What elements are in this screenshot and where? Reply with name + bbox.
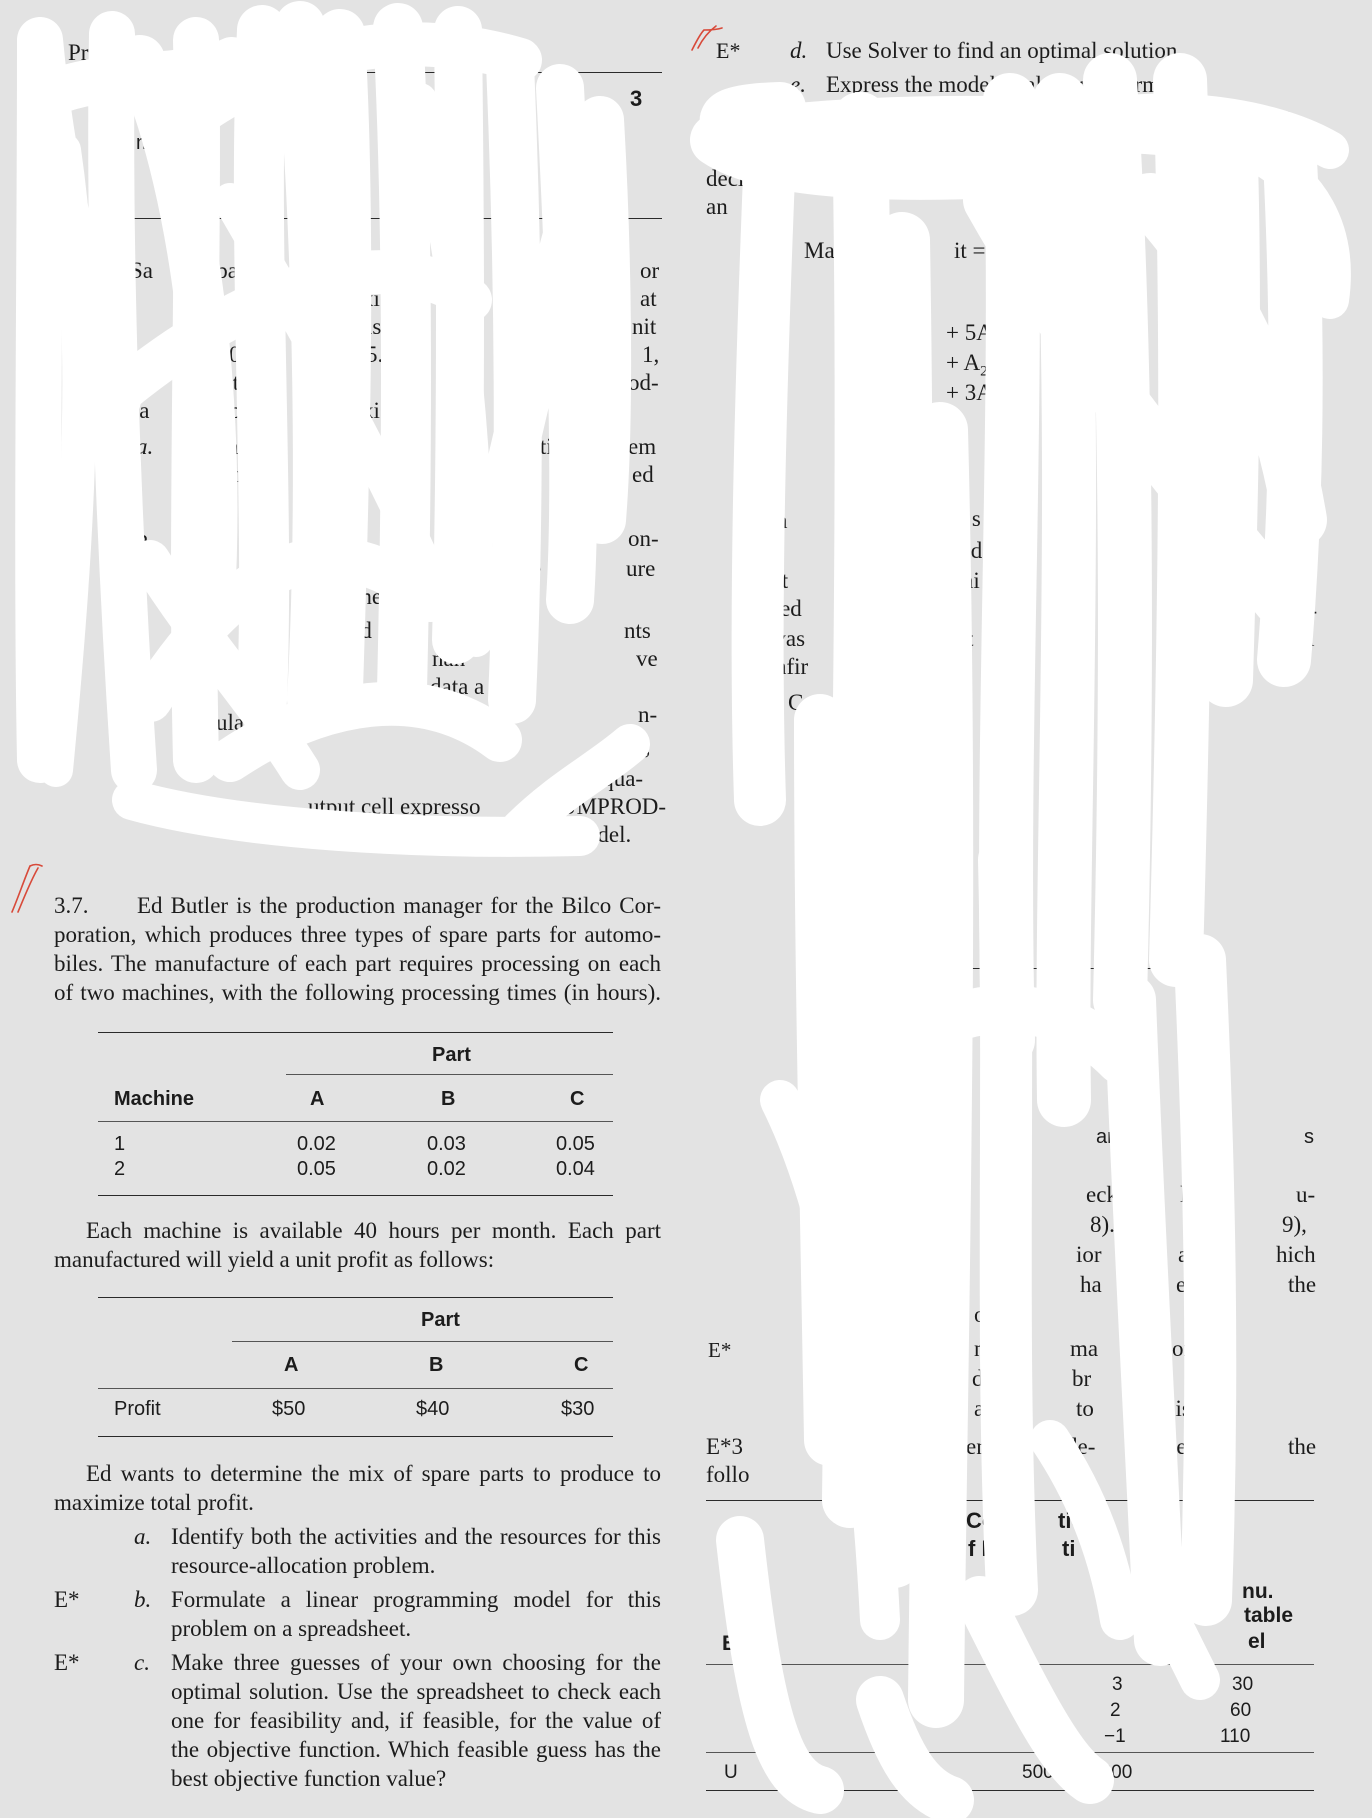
rfrag-vity: vity: [986, 828, 1024, 853]
rfrag-cor: Cor: [966, 1508, 1004, 1533]
rfrag-enet: enet: [966, 1434, 1005, 1459]
item-e-text: Express the model in algebraic form.: [826, 72, 1166, 97]
rfrag-300: $300: [1090, 1762, 1133, 1783]
rfrag-st: st: [958, 626, 974, 651]
rfrag-paren-1: ): [1296, 320, 1304, 345]
item-d-text: Use Solver to find an optimal solution.: [826, 38, 1184, 63]
frag-equa: equa-: [592, 766, 644, 791]
rfrag-el: el: [1248, 1630, 1266, 1653]
frag-vit: ivit: [502, 490, 533, 515]
question-c-line-3: one for feasibility and, if feasible, for the value of: [171, 1708, 661, 1733]
rfrag-iced: iced: [944, 538, 983, 563]
frag-col-b-1: ite: [362, 258, 385, 283]
frag-col-d-2: at: [640, 286, 657, 311]
rfrag-are: ue are: [880, 166, 936, 191]
frag-col-c-2: on: [512, 286, 535, 311]
frag-the: the: [354, 584, 383, 609]
goal-line-1: Ed wants to determine the mix of spare parts to produce to: [86, 1461, 661, 1486]
problem-number: 3.7.: [54, 893, 89, 918]
rfrag-del: del: [972, 1366, 1001, 1391]
times-col-a: A: [310, 1088, 325, 1110]
times-row-2-label: 2: [114, 1158, 126, 1180]
frag-col-d-1: or: [640, 258, 660, 283]
frag-output: utput cell expresso: [308, 794, 481, 819]
frag-ove: ove: [508, 556, 542, 581]
rfrag-lly: lly: [1110, 538, 1135, 563]
item-d-letter: d.: [790, 38, 808, 63]
rfrag-e-star: E*: [708, 1338, 732, 1362]
rfrag-b: B: [956, 598, 972, 623]
question-c-line-1: Make three guesses of your own choosing for the: [171, 1650, 661, 1675]
intro-line-4: of two machines, with the following processing times (in hours).: [54, 980, 661, 1005]
frag-col-a-4: $50.: [206, 342, 247, 367]
rfrag-ti: ti: [1062, 1536, 1076, 1561]
profit-value-a: $50: [272, 1398, 306, 1420]
rfrag-it-eq: it =: [954, 238, 986, 263]
rfrag-table: table: [1244, 1604, 1294, 1627]
frag-header-n: N: [70, 86, 86, 111]
question-a-line-1: Identify both the activities and the resources for this: [171, 1524, 661, 1549]
rfrag-u: U: [724, 1762, 738, 1783]
rfrag-seven: (7: [986, 1212, 1006, 1237]
frag-col-b-2: xi: [362, 286, 380, 311]
rfrag-his: his: [1164, 1396, 1191, 1421]
rfrag-the: the: [1288, 1272, 1317, 1297]
rfrag-eight-dot: 8).: [1090, 1212, 1115, 1237]
frag-col-a-1: epai: [206, 258, 245, 283]
question-c-line-4: the objective function. Which feasible guess has the: [171, 1737, 661, 1762]
frag-ecisi: ecisi: [344, 556, 387, 581]
question-a-letter: a.: [134, 1524, 152, 1549]
rfrag-ior: ior: [1076, 1242, 1102, 1267]
rfrag-te: te: [1298, 568, 1315, 593]
rfrag-max: Ma: [804, 238, 835, 263]
rfrag-paren-2: ): [1296, 382, 1304, 407]
frag-th: th: [372, 462, 390, 487]
rfrag-decisions: decisions to: [706, 166, 816, 191]
rfrag-hich: hich: [1276, 1242, 1316, 1267]
times-row-1-c: 0.05: [556, 1133, 595, 1155]
rfrag-u: u-: [1296, 1182, 1316, 1207]
frag-model: model.: [568, 822, 632, 847]
frag-col-d-3: nit: [632, 314, 657, 339]
question-b-letter: b.: [134, 1587, 152, 1612]
rfrag-of: of: [998, 802, 1019, 827]
rfrag-the-s: the s: [938, 506, 981, 531]
rfrag-io: io: [1066, 776, 1086, 801]
frag-mach: mach: [136, 132, 185, 154]
frag-nan: nan: [432, 646, 466, 671]
frag-data: data a: [430, 674, 485, 699]
rfrag-c2-sub: 2: [980, 363, 988, 380]
times-row-2-b: 0.02: [427, 1158, 466, 1180]
frag-ve: ve: [636, 646, 658, 671]
rfrag-th-2: th: [982, 1242, 1000, 1267]
frag-col-c-1: es: [514, 258, 534, 283]
question-c-letter: c.: [134, 1650, 150, 1675]
rfrag-one: 1: [1068, 350, 1080, 375]
rfrag-fe: f E: [968, 1536, 997, 1561]
times-col-c: C: [570, 1088, 585, 1110]
item-e-letter: e.: [790, 72, 806, 97]
rfrag-c1-text: + 5A: [946, 320, 993, 345]
rfrag-ha: ha: [1080, 1272, 1102, 1297]
rfrag-ent: ent: [760, 568, 789, 593]
rfrag-tic: tic: [1058, 1508, 1084, 1533]
rfrag-c: C: [788, 690, 804, 715]
frag-ho: Ho: [448, 40, 477, 65]
rfrag-n-dash-2: n-: [1298, 598, 1318, 623]
times-row-1-a: 0.02: [297, 1133, 336, 1155]
question-b-marker: E*: [54, 1587, 80, 1612]
rfrag-al: al: [1298, 626, 1315, 651]
frag-col-a-2: exc: [214, 286, 246, 311]
rfrag-follo: follo: [706, 1462, 750, 1487]
frag-ula: ula: [216, 710, 245, 735]
rfrag-nine: 9),: [1282, 1212, 1307, 1237]
rfrag-a-hdr: A: [1178, 1604, 1194, 1627]
frag-col-left-4: wou: [106, 342, 146, 367]
rfrag-de-dash: de-: [1066, 1434, 1096, 1459]
frag-col-left-3: es: [114, 314, 134, 339]
question-b-line-1: Formulate a linear programming model for this: [171, 1587, 661, 1612]
availability-line-2: manufactured will yield a unit profit as follows:: [54, 1247, 495, 1272]
rfrag-d: d: [1058, 654, 1070, 679]
goal-line-2: maximize total profit.: [54, 1490, 254, 1515]
rfrag-e: e: [884, 238, 895, 263]
rfrag-leq: ≤: [1078, 320, 1091, 345]
frag-eda: e da: [222, 738, 260, 763]
times-machine-header: Machine: [114, 1088, 195, 1110]
times-part-header: Part: [432, 1044, 471, 1066]
frag-col-a-5: ject: [206, 370, 240, 395]
rfrag-nonfir: nonfir: [752, 654, 809, 679]
rfrag-ented: ented: [752, 596, 802, 621]
frag-col-left-6: nega: [106, 398, 150, 423]
rfrag-s: s: [1304, 1126, 1314, 1148]
frag-header-type: e Ty: [144, 86, 187, 111]
times-row-2-c: 0.04: [556, 1158, 595, 1180]
rfrag-eight-paren: (8,: [1190, 1212, 1215, 1237]
rfrag-val-mid-3: −1: [1104, 1726, 1126, 1747]
frag-pr: Pr: [68, 40, 89, 65]
rfrag-of-a: of a: [1270, 108, 1306, 133]
frag-col-left-2: ts: [118, 286, 134, 311]
frag-sumprod: UMPROD-: [560, 794, 667, 819]
frag-ci: ci: [250, 40, 267, 65]
frag-item-b: b.: [136, 526, 154, 551]
times-row-1-label: 1: [114, 1133, 126, 1155]
profit-row-label: Profit: [114, 1398, 161, 1420]
frag-ure: ure: [626, 556, 656, 581]
question-a-line-2: resource-allocation problem.: [171, 1553, 436, 1578]
rfrag-to: to: [1076, 1396, 1094, 1421]
frag-col-a-6: ld p: [206, 398, 242, 423]
rfrag-h: h: [1116, 598, 1128, 623]
profit-col-c: C: [574, 1354, 589, 1376]
intro-line-1: Ed Butler is the production manager for the Bilco Cor-: [137, 893, 661, 918]
rfrag-nonneg: 0 A: [936, 460, 969, 485]
frag-on: on-: [628, 526, 659, 551]
rfrag-four: 4: [1032, 1726, 1043, 1747]
rfrag-val-right-1: 30: [1232, 1674, 1254, 1695]
rfrag-the-2: the: [1288, 1434, 1317, 1459]
question-b-line-2: problem on a spreadsheet.: [171, 1616, 412, 1641]
rfrag-an: an: [706, 194, 728, 219]
rfrag-br: br: [1072, 1366, 1092, 1391]
frag-a: a: [378, 434, 389, 459]
frag-col-left-1: Sa: [130, 258, 153, 283]
times-row-2-a: 0.05: [297, 1158, 336, 1180]
rfrag-val-right-3: 110: [1220, 1726, 1251, 1747]
times-col-b: B: [441, 1088, 456, 1110]
frag-col-b-5: xi: [362, 398, 380, 423]
profit-value-c: $30: [561, 1398, 595, 1420]
frag-delfor: del for: [424, 706, 472, 726]
rfrag-eck: eck: [1086, 1182, 1118, 1207]
rfrag-c2-text: + A: [946, 350, 981, 375]
rfrag-c2-tail: +: [993, 350, 1007, 375]
frag-n-dash: n-: [638, 702, 658, 727]
rfrag-on-q: on': [974, 1302, 1002, 1327]
question-c-marker: E*: [54, 1650, 80, 1675]
frag-ed: ed: [632, 462, 654, 487]
margin-marker-e-star: E*: [716, 38, 741, 63]
profit-value-b: $40: [416, 1398, 450, 1420]
frag-ocati: ocati: [508, 434, 553, 459]
rfrag-max-hdr: M: [1180, 1580, 1198, 1603]
frag-ler: ler: [220, 462, 245, 487]
frag-and: and: [508, 462, 542, 487]
frag-col-b-3: is: [366, 314, 382, 339]
rfrag-val-mid-1: 3: [1112, 1674, 1123, 1695]
frag-e: e: [522, 40, 533, 65]
rfrag-nd: nd: [974, 1336, 997, 1361]
frag-nts: nts: [624, 618, 651, 643]
frag-oti: oti: [436, 618, 461, 643]
rfrag-600: 500: [1022, 1762, 1054, 1783]
question-c-line-2: optimal solution. Use the spreadsheet to check each: [171, 1679, 661, 1704]
intro-line-3: biles. The manufacture of each part requires processing on each: [54, 951, 661, 976]
rfrag-nu: nu.: [1242, 1580, 1274, 1603]
profit-col-b: B: [429, 1354, 444, 1376]
frag-ld: al d: [338, 618, 372, 643]
rfrag-est: est: [1176, 1272, 1202, 1297]
question-c-line-5: best objective function value?: [171, 1766, 447, 1791]
rfrag-asil: asil: [1178, 1242, 1210, 1267]
rfrag-al-i: al i: [974, 1396, 1003, 1421]
frag-col-c-4: , for: [510, 342, 549, 367]
times-row-1-b: 0.03: [427, 1133, 466, 1155]
frag-col-a-3: al fo: [206, 314, 248, 339]
red-check-mark-top: [692, 26, 722, 50]
frag-col-b-4: 5.: [366, 342, 384, 367]
red-check-mark-problem: [12, 865, 42, 913]
rfrag-c3-text: + 3A: [946, 380, 993, 405]
rfrag-de: de: [1060, 690, 1082, 715]
rfrag-rm: rm: [762, 508, 788, 533]
frag-cat: cat: [218, 434, 245, 459]
rfrag-ami: ami: [1096, 1126, 1129, 1148]
rfrag-nt: nt: [990, 776, 1011, 801]
frag-ll: ll,: [632, 734, 651, 759]
rfrag-c1-sub: 2: [992, 333, 1001, 350]
rfrag-was: g was: [752, 626, 806, 651]
rfrag-th: th: [1116, 626, 1134, 651]
rfrag-val-right-2: 60: [1230, 1700, 1252, 1721]
frag-col-c-3: wee: [516, 314, 554, 339]
frag-col-left-5: 3. T: [114, 370, 151, 395]
frag-col-d-5: od-: [628, 370, 659, 395]
rfrag-len: len: [1170, 1434, 1199, 1459]
frag-header-3: 3: [630, 86, 643, 111]
rfrag-b-hdr: B: [722, 1632, 738, 1655]
rfrag-els-of: els of t: [1014, 166, 1077, 191]
rfrag-n-dash: n-: [1296, 538, 1316, 563]
rfrag-e3: E*3: [706, 1434, 744, 1459]
intro-line-2: poration, which produces three types of spare parts for automo-: [54, 922, 661, 947]
rfrag-n-dot: n.: [1296, 506, 1314, 531]
rfrag-ma: ma: [1070, 1336, 1099, 1361]
profit-part-header: Part: [421, 1309, 460, 1331]
rfrag-c3-sub: 2: [992, 393, 1001, 410]
rfrag-val-mid-2: 2: [1110, 1700, 1121, 1721]
frag-em: em: [628, 434, 657, 459]
frag-col-c-5: ch of: [502, 370, 549, 395]
rfrag-llov: llov: [1180, 1182, 1216, 1207]
rfrag-on-dot: on.: [1172, 1336, 1201, 1361]
frag-item-a: a.: [136, 434, 154, 459]
rfrag-umi: umi: [944, 568, 980, 593]
frag-col-d-4: 1,: [642, 342, 660, 367]
availability-line-1: Each machine is available 40 hours per month. Each part: [86, 1218, 661, 1243]
profit-col-a: A: [284, 1354, 299, 1376]
